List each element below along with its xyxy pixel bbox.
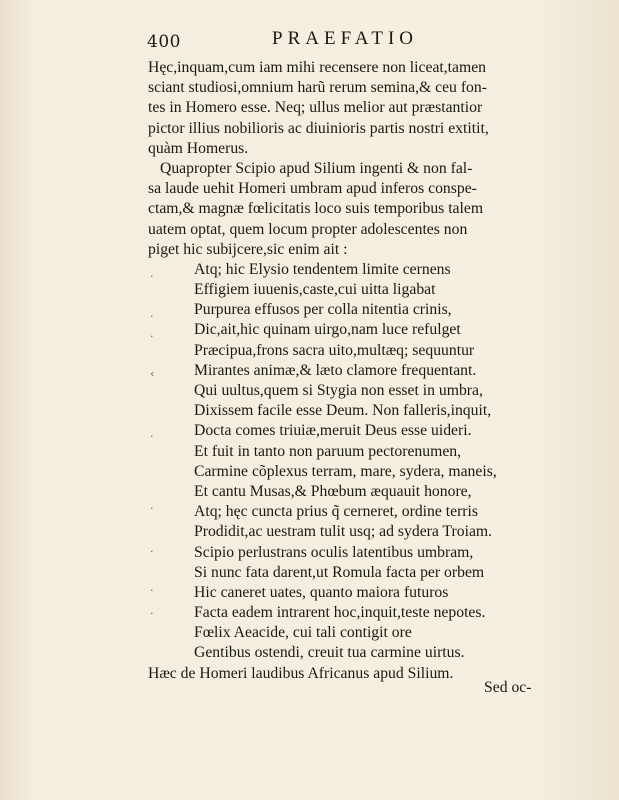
verse-line: Qui uultus,quem si Stygia non esset in umbra, <box>194 382 483 399</box>
verse-line: Fœlix Aeacide, cui tali contigit ore <box>194 624 412 642</box>
margin-mark: · <box>150 545 154 558</box>
verse-line: Præcipua,frons sacra uito,multæq; sequuntur <box>194 341 475 359</box>
margin-mark: · <box>150 607 154 620</box>
margin-mark: · <box>150 330 154 343</box>
paragraph-1-line: tes in Homero esse. Neq; ullus melior aut præstantior <box>148 99 483 117</box>
paragraph-1-line: pictor illius nobilioris ac diuinioris partis nostri extitit, <box>148 119 489 137</box>
margin-mark: · <box>150 430 154 443</box>
paragraph-1-line: Hęc,inquam,cum iam mihi recensere non liceat,tamen <box>148 59 487 76</box>
verse-line: Atq; hic Elysio tendentem limite cernens <box>194 260 451 278</box>
page-header <box>0 26 619 56</box>
verse-line: Si nunc fata darent,ut Romula facta per orbem <box>194 563 485 581</box>
page-number: 400 <box>147 32 181 52</box>
paragraph-2-line: sa laude uehit Homeri umbram apud inferos conspe- <box>148 180 477 198</box>
verse-line: Mirantes animæ,& læto clamore frequentant. <box>194 361 477 379</box>
verse-line: Effigiem iuuenis,caste,cui uitta ligabat <box>194 281 436 299</box>
paragraph-2-line: uatem optat, quem locum propter adolescentes non <box>148 220 468 238</box>
paragraph-1-line: quàm Homerus. <box>148 139 249 157</box>
margin-mark: · <box>150 502 154 515</box>
body-text <box>148 58 578 684</box>
verse-line: Et cantu Musas,& Phœbum æquauit honore, <box>194 482 472 500</box>
verse-line: Dic,ait,hic quinam uirgo,nam luce refulget <box>194 321 461 339</box>
verse-line: Atq; hęc cuncta prius q̃ cerneret, ordine terris <box>194 503 478 521</box>
verse-line: Et fuit in tanto non paruum pectorenumen, <box>194 442 462 460</box>
verse-line: Scipio perlustrans oculis latentibus umbram, <box>194 543 474 561</box>
margin-mark: · <box>150 584 154 597</box>
verse-line: Gentibus ostendi, creuit tua carmine uirtus. <box>194 644 465 662</box>
catchword: Sed oc- <box>484 679 532 696</box>
paragraph-2-line: Quapropter Scipio apud Silium ingenti & non fal- <box>160 159 473 177</box>
margin-mark: ‹ <box>150 367 155 380</box>
paragraph-2-line: piget hic subijcere,sic enim ait : <box>148 240 348 258</box>
margin-mark: · <box>150 310 154 323</box>
verse-line: Carmine cõplexus terram, mare, sydera, maneis, <box>194 462 497 480</box>
verse-line: Facta eadem intrarent hoc,inquit,teste nepotes. <box>194 604 486 622</box>
verse-line: Purpurea effusos per colla nitentia crinis, <box>194 301 452 319</box>
verse-line: Hic caneret uates, quanto maiora futuros <box>194 583 449 601</box>
paragraph-1-line: sciant studiosi,omnium harũ rerum semina,& ceu fon- <box>148 79 487 97</box>
verse-line: Prodidit,ac uestram tulit usq; ad sydera Troiam. <box>194 523 493 541</box>
verse-line: Dixissem facile esse Deum. Non falleris,inquit, <box>194 402 492 420</box>
closing-line: Hæc de Homeri laudibus Africanus apud Silium. <box>148 664 454 682</box>
margin-mark: · <box>150 270 154 283</box>
paragraph-2-line: ctam,& magnæ fœlicitatis loco suis temporibus talem <box>148 200 484 218</box>
running-head: PRAEFATIO <box>272 28 418 49</box>
verse-line: Docta comes triuiæ,meruit Deus esse uideri. <box>194 422 472 440</box>
